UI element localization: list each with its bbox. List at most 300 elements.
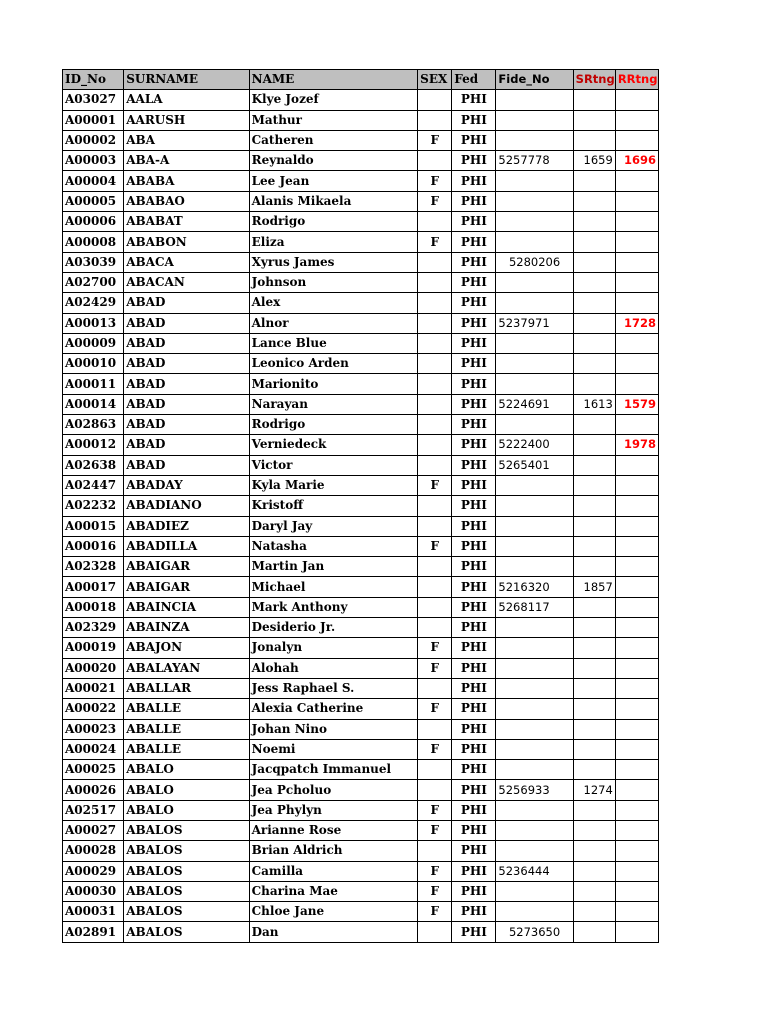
cell-srtng <box>573 496 615 516</box>
cell-sex: F <box>418 820 452 840</box>
cell-surname: ABALOS <box>124 881 249 901</box>
cell-name: Kristoff <box>249 496 418 516</box>
table-row <box>63 800 659 820</box>
table-row <box>63 110 659 130</box>
cell-id: A02429 <box>63 293 124 313</box>
cell-srtng <box>573 435 615 455</box>
cell-fed: PHI <box>452 820 496 840</box>
cell-surname: ABADAY <box>124 475 249 495</box>
cell-sex <box>418 455 452 475</box>
cell-sex: F <box>418 739 452 759</box>
cell-fide-no <box>496 110 573 130</box>
cell-sex: F <box>418 171 452 191</box>
cell-rrtng <box>615 577 658 597</box>
table-row <box>63 557 659 577</box>
cell-sex <box>418 922 452 942</box>
cell-fide-no <box>496 475 573 495</box>
cell-srtng <box>573 678 615 698</box>
cell-fide-no <box>496 232 573 252</box>
table-row <box>63 354 659 374</box>
cell-srtng <box>573 820 615 840</box>
cell-id: A02329 <box>63 618 124 638</box>
cell-srtng <box>573 313 615 333</box>
cell-surname: ABADIEZ <box>124 516 249 536</box>
cell-fide-no <box>496 800 573 820</box>
table-row <box>63 333 659 353</box>
cell-fed: PHI <box>452 618 496 638</box>
cell-fed: PHI <box>452 272 496 292</box>
table-row <box>63 212 659 232</box>
cell-name: Alanis Mikaela <box>249 191 418 211</box>
cell-sex <box>418 577 452 597</box>
cell-surname: ABAD <box>124 455 249 475</box>
cell-surname: ABAIGAR <box>124 557 249 577</box>
cell-rrtng <box>615 415 658 435</box>
table-row <box>63 293 659 313</box>
cell-fed: PHI <box>452 252 496 272</box>
table-row <box>63 496 659 516</box>
cell-sex: F <box>418 699 452 719</box>
table-row <box>63 516 659 536</box>
cell-rrtng <box>615 922 658 942</box>
cell-fide-no <box>496 820 573 840</box>
cell-surname: ABALO <box>124 760 249 780</box>
cell-name: Jacqpatch Immanuel <box>249 760 418 780</box>
header-fide-no: Fide_No <box>496 70 573 90</box>
cell-id: A02232 <box>63 496 124 516</box>
cell-name: Noemi <box>249 739 418 759</box>
cell-srtng <box>573 536 615 556</box>
cell-srtng <box>573 902 615 922</box>
table-row <box>63 394 659 414</box>
cell-name: Johan Nino <box>249 719 418 739</box>
cell-fide-no <box>496 171 573 191</box>
cell-sex: F <box>418 232 452 252</box>
table-row <box>63 272 659 292</box>
header-rrtng: RRtng <box>615 70 658 90</box>
cell-fed: PHI <box>452 861 496 881</box>
cell-id: A00025 <box>63 760 124 780</box>
cell-fide-no: 5237971 <box>496 313 573 333</box>
player-roster-table <box>62 69 659 943</box>
cell-rrtng <box>615 739 658 759</box>
cell-fed: PHI <box>452 699 496 719</box>
cell-sex <box>418 313 452 333</box>
cell-sex <box>418 719 452 739</box>
cell-surname: ABACAN <box>124 272 249 292</box>
cell-fide-no: 5256933 <box>496 780 573 800</box>
cell-sex <box>418 415 452 435</box>
cell-fide-no <box>496 212 573 232</box>
cell-surname: ABA-A <box>124 151 249 171</box>
cell-fide-no <box>496 658 573 678</box>
cell-rrtng <box>615 171 658 191</box>
cell-srtng <box>573 719 615 739</box>
cell-rrtng <box>615 658 658 678</box>
table-row <box>63 658 659 678</box>
cell-rrtng <box>615 861 658 881</box>
cell-srtng <box>573 455 615 475</box>
cell-srtng <box>573 597 615 617</box>
cell-fide-no: 5280206 <box>496 252 573 272</box>
cell-sex: F <box>418 191 452 211</box>
cell-sex <box>418 760 452 780</box>
cell-fide-no <box>496 516 573 536</box>
cell-fed: PHI <box>452 516 496 536</box>
cell-fed: PHI <box>452 313 496 333</box>
cell-fed: PHI <box>452 658 496 678</box>
cell-surname: ABAIGAR <box>124 577 249 597</box>
cell-name: Kyla Marie <box>249 475 418 495</box>
cell-surname: AALA <box>124 90 249 110</box>
cell-name: Arianne Rose <box>249 820 418 840</box>
cell-id: A00024 <box>63 739 124 759</box>
cell-fed: PHI <box>452 638 496 658</box>
table-row <box>63 719 659 739</box>
cell-sex <box>418 496 452 516</box>
cell-srtng <box>573 374 615 394</box>
table-row <box>63 252 659 272</box>
cell-surname: ABALLE <box>124 699 249 719</box>
cell-fide-no: 5236444 <box>496 861 573 881</box>
cell-name: Alnor <box>249 313 418 333</box>
cell-srtng <box>573 171 615 191</box>
cell-fide-no: 5224691 <box>496 394 573 414</box>
cell-name: Reynaldo <box>249 151 418 171</box>
table-row <box>63 780 659 800</box>
cell-sex: F <box>418 861 452 881</box>
cell-fide-no <box>496 536 573 556</box>
cell-fide-no: 5268117 <box>496 597 573 617</box>
cell-name: Marionito <box>249 374 418 394</box>
cell-name: Jess Raphael S. <box>249 678 418 698</box>
cell-name: Lance Blue <box>249 333 418 353</box>
cell-surname: ABALOS <box>124 902 249 922</box>
cell-fed: PHI <box>452 719 496 739</box>
cell-srtng <box>573 354 615 374</box>
header-surname: SURNAME <box>124 70 249 90</box>
cell-name: Jonalyn <box>249 638 418 658</box>
cell-fed: PHI <box>452 333 496 353</box>
cell-sex: F <box>418 800 452 820</box>
table-row <box>63 861 659 881</box>
cell-srtng <box>573 90 615 110</box>
cell-srtng <box>573 861 615 881</box>
header-sex: SEX <box>418 70 452 90</box>
cell-id: A02700 <box>63 272 124 292</box>
cell-name: Verniedeck <box>249 435 418 455</box>
cell-rrtng: 1728 <box>615 313 658 333</box>
cell-name: Brian Aldrich <box>249 841 418 861</box>
cell-fide-no <box>496 719 573 739</box>
cell-rrtng <box>615 110 658 130</box>
cell-sex: F <box>418 130 452 150</box>
cell-sex <box>418 516 452 536</box>
table-row <box>63 374 659 394</box>
cell-id: A02447 <box>63 475 124 495</box>
cell-fide-no <box>496 618 573 638</box>
table-row <box>63 415 659 435</box>
cell-id: A00017 <box>63 577 124 597</box>
cell-srtng <box>573 415 615 435</box>
cell-id: A00014 <box>63 394 124 414</box>
cell-name: Rodrigo <box>249 415 418 435</box>
cell-fide-no <box>496 739 573 759</box>
cell-rrtng <box>615 212 658 232</box>
cell-fide-no: 5257778 <box>496 151 573 171</box>
cell-surname: ABAD <box>124 415 249 435</box>
cell-surname: ABAD <box>124 374 249 394</box>
cell-rrtng <box>615 902 658 922</box>
cell-rrtng <box>615 90 658 110</box>
cell-id: A00002 <box>63 130 124 150</box>
table-row <box>63 841 659 861</box>
cell-surname: ABABAO <box>124 191 249 211</box>
table-row <box>63 130 659 150</box>
cell-srtng <box>573 212 615 232</box>
cell-surname: ABALLAR <box>124 678 249 698</box>
cell-name: Lee Jean <box>249 171 418 191</box>
cell-fide-no <box>496 881 573 901</box>
cell-surname: ABALO <box>124 780 249 800</box>
cell-id: A00010 <box>63 354 124 374</box>
table-row <box>63 618 659 638</box>
cell-id: A00021 <box>63 678 124 698</box>
cell-sex <box>418 394 452 414</box>
cell-surname: ABAD <box>124 354 249 374</box>
cell-fed: PHI <box>452 800 496 820</box>
cell-fed: PHI <box>452 191 496 211</box>
cell-name: Eliza <box>249 232 418 252</box>
cell-fide-no <box>496 191 573 211</box>
cell-srtng <box>573 881 615 901</box>
cell-fed: PHI <box>452 293 496 313</box>
cell-name: Desiderio Jr. <box>249 618 418 638</box>
table-row <box>63 881 659 901</box>
cell-sex <box>418 151 452 171</box>
cell-id: A00030 <box>63 881 124 901</box>
cell-srtng: 1613 <box>573 394 615 414</box>
cell-sex <box>418 841 452 861</box>
cell-surname: ABALOS <box>124 922 249 942</box>
table-row <box>63 922 659 942</box>
cell-rrtng <box>615 841 658 861</box>
cell-id: A00020 <box>63 658 124 678</box>
cell-sex <box>418 597 452 617</box>
cell-fed: PHI <box>452 374 496 394</box>
cell-srtng <box>573 699 615 719</box>
cell-fed: PHI <box>452 90 496 110</box>
cell-rrtng <box>615 333 658 353</box>
cell-srtng <box>573 739 615 759</box>
cell-surname: ABALO <box>124 800 249 820</box>
cell-srtng <box>573 800 615 820</box>
cell-id: A00003 <box>63 151 124 171</box>
roster-body <box>63 90 659 942</box>
cell-fed: PHI <box>452 475 496 495</box>
cell-fide-no <box>496 272 573 292</box>
cell-surname: ABABAT <box>124 212 249 232</box>
cell-fed: PHI <box>452 354 496 374</box>
cell-surname: ABAD <box>124 293 249 313</box>
cell-fide-no: 5216320 <box>496 577 573 597</box>
cell-id: A03039 <box>63 252 124 272</box>
table-row <box>63 678 659 698</box>
cell-srtng <box>573 658 615 678</box>
cell-id: A00009 <box>63 333 124 353</box>
cell-sex: F <box>418 638 452 658</box>
cell-fed: PHI <box>452 212 496 232</box>
cell-sex <box>418 293 452 313</box>
header-srtng: SRtng <box>573 70 615 90</box>
table-row <box>63 455 659 475</box>
cell-name: Natasha <box>249 536 418 556</box>
cell-name: Catheren <box>249 130 418 150</box>
cell-srtng <box>573 638 615 658</box>
cell-rrtng <box>615 881 658 901</box>
header-name: NAME <box>249 70 418 90</box>
cell-sex <box>418 252 452 272</box>
cell-name: Victor <box>249 455 418 475</box>
cell-fed: PHI <box>452 739 496 759</box>
cell-srtng <box>573 252 615 272</box>
cell-name: Xyrus James <box>249 252 418 272</box>
cell-id: A02863 <box>63 415 124 435</box>
cell-fed: PHI <box>452 415 496 435</box>
cell-sex <box>418 90 452 110</box>
cell-sex <box>418 678 452 698</box>
cell-rrtng <box>615 638 658 658</box>
cell-rrtng <box>615 130 658 150</box>
cell-surname: ABABA <box>124 171 249 191</box>
cell-srtng <box>573 293 615 313</box>
cell-id: A02891 <box>63 922 124 942</box>
cell-rrtng <box>615 374 658 394</box>
cell-id: A00006 <box>63 212 124 232</box>
cell-surname: AARUSH <box>124 110 249 130</box>
cell-sex: F <box>418 902 452 922</box>
cell-srtng <box>573 232 615 252</box>
cell-fide-no: 5265401 <box>496 455 573 475</box>
table-row <box>63 760 659 780</box>
cell-rrtng <box>615 536 658 556</box>
cell-id: A00019 <box>63 638 124 658</box>
cell-fide-no <box>496 90 573 110</box>
cell-srtng <box>573 922 615 942</box>
cell-name: Martin Jan <box>249 557 418 577</box>
cell-fed: PHI <box>452 536 496 556</box>
cell-rrtng <box>615 252 658 272</box>
cell-id: A03027 <box>63 90 124 110</box>
cell-fed: PHI <box>452 171 496 191</box>
cell-sex <box>418 374 452 394</box>
cell-name: Camilla <box>249 861 418 881</box>
cell-fed: PHI <box>452 394 496 414</box>
cell-sex: F <box>418 536 452 556</box>
cell-name: Jea Pcholuo <box>249 780 418 800</box>
header-row <box>63 70 659 90</box>
cell-rrtng <box>615 475 658 495</box>
cell-rrtng <box>615 354 658 374</box>
cell-fide-no <box>496 496 573 516</box>
cell-rrtng <box>615 516 658 536</box>
cell-id: A00012 <box>63 435 124 455</box>
cell-name: Jea Phylyn <box>249 800 418 820</box>
cell-sex <box>418 272 452 292</box>
cell-sex <box>418 354 452 374</box>
cell-sex: F <box>418 881 452 901</box>
cell-srtng <box>573 516 615 536</box>
cell-id: A00001 <box>63 110 124 130</box>
cell-fed: PHI <box>452 841 496 861</box>
cell-fide-no <box>496 354 573 374</box>
cell-id: A00023 <box>63 719 124 739</box>
cell-surname: ABALAYAN <box>124 658 249 678</box>
table-row <box>63 435 659 455</box>
cell-fide-no: 5273650 <box>496 922 573 942</box>
cell-id: A02517 <box>63 800 124 820</box>
cell-rrtng <box>615 557 658 577</box>
cell-name: Mathur <box>249 110 418 130</box>
cell-srtng <box>573 130 615 150</box>
table-row <box>63 232 659 252</box>
cell-surname: ABACA <box>124 252 249 272</box>
cell-rrtng <box>615 293 658 313</box>
cell-fide-no: 5222400 <box>496 435 573 455</box>
cell-fed: PHI <box>452 130 496 150</box>
cell-fed: PHI <box>452 232 496 252</box>
cell-id: A00013 <box>63 313 124 333</box>
cell-rrtng <box>615 820 658 840</box>
header-id: ID_No <box>63 70 124 90</box>
cell-srtng <box>573 557 615 577</box>
cell-rrtng <box>615 618 658 638</box>
cell-surname: ABAD <box>124 333 249 353</box>
cell-fide-no <box>496 699 573 719</box>
cell-id: A00004 <box>63 171 124 191</box>
cell-rrtng <box>615 191 658 211</box>
cell-fed: PHI <box>452 760 496 780</box>
cell-fed: PHI <box>452 902 496 922</box>
cell-surname: ABALOS <box>124 820 249 840</box>
cell-id: A00016 <box>63 536 124 556</box>
cell-fide-no <box>496 374 573 394</box>
cell-srtng <box>573 760 615 780</box>
cell-srtng: 1857 <box>573 577 615 597</box>
cell-fed: PHI <box>452 435 496 455</box>
table-row <box>63 313 659 333</box>
table-row <box>63 191 659 211</box>
cell-srtng <box>573 110 615 130</box>
cell-fed: PHI <box>452 496 496 516</box>
cell-name: Narayan <box>249 394 418 414</box>
cell-srtng: 1274 <box>573 780 615 800</box>
cell-rrtng <box>615 800 658 820</box>
cell-rrtng <box>615 760 658 780</box>
table-row <box>63 90 659 110</box>
cell-fed: PHI <box>452 577 496 597</box>
cell-sex <box>418 333 452 353</box>
cell-rrtng: 1579 <box>615 394 658 414</box>
cell-name: Alohah <box>249 658 418 678</box>
cell-surname: ABAD <box>124 435 249 455</box>
cell-surname: ABALOS <box>124 841 249 861</box>
cell-id: A00008 <box>63 232 124 252</box>
cell-fed: PHI <box>452 597 496 617</box>
cell-rrtng <box>615 272 658 292</box>
cell-name: Alex <box>249 293 418 313</box>
cell-surname: ABALLE <box>124 739 249 759</box>
